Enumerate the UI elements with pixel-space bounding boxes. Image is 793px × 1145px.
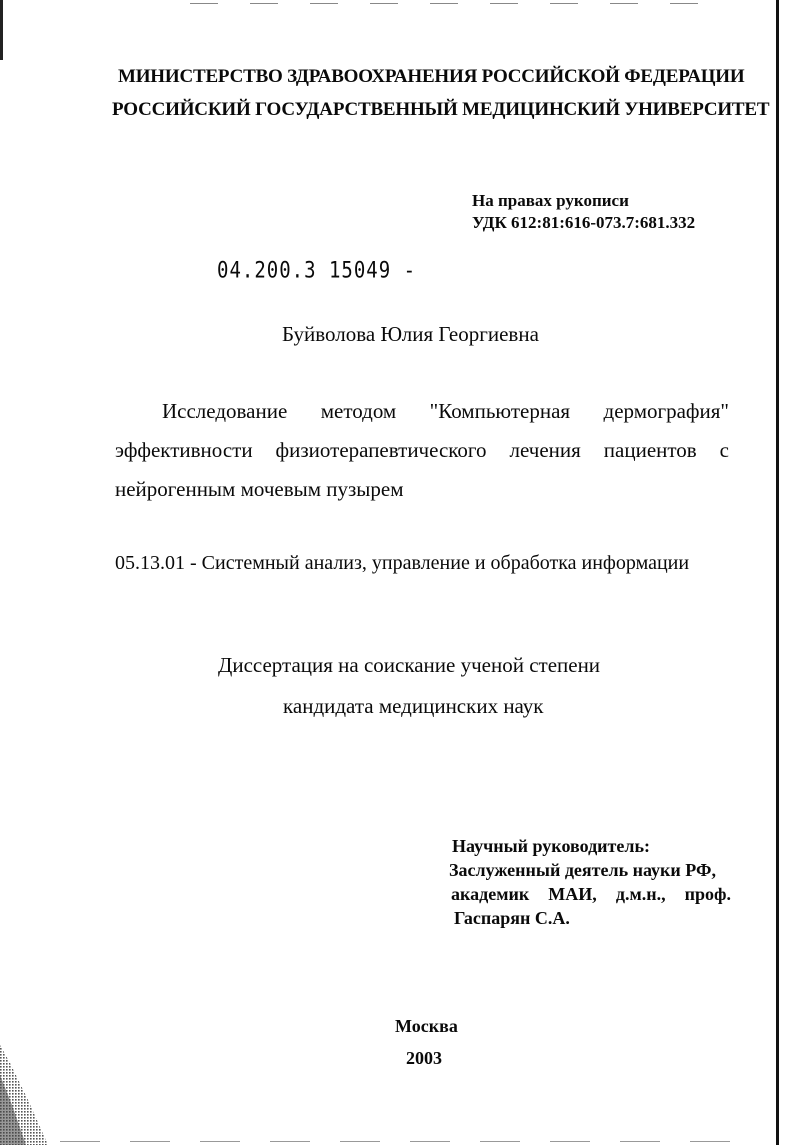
city: Москва (395, 1016, 458, 1036)
author-name: Буйволова Юлия Георгиевна (282, 322, 539, 346)
ministry-line-1: МИНИСТЕРСТВО ЗДРАВООХРАНЕНИЯ РОССИЙСКОЙ ФЕДЕРАЦИИ (118, 66, 745, 87)
degree-line-2: кандидата медицинских наук (283, 694, 544, 718)
university-line: РОССИЙСКИЙ ГОСУДАРСТВЕННЫЙ МЕДИЦИНСКИЙ УНИВЕРСИТЕТ (112, 99, 770, 120)
degree-line-1: Диссертация на соискание ученой степени (218, 653, 601, 677)
manuscript-rights: На правах рукописи (472, 191, 629, 210)
scan-top-rule (190, 3, 710, 4)
scan-corner-shadow (0, 1045, 60, 1145)
supervisor-label: Научный руководитель: (452, 836, 650, 856)
specialty-code: 05.13.01 - Системный анализ, управление и обработка информации (115, 552, 690, 574)
supervisor-title: Заслуженный деятель науки РФ, (449, 860, 716, 880)
dissertation-title: Исследование методом "Компьютерная дермография" эффективности физиотерапевтического лечения пациентов с нейрогенным мочевым пузырем (115, 399, 729, 501)
udk-code: УДК 612:81:616-073.7:681.332 (472, 213, 696, 232)
scan-bottom-rule (60, 1141, 760, 1142)
supervisor-name: Гаспарян С.А. (454, 908, 570, 928)
scan-edge-left (0, 0, 3, 60)
scan-edge-right (776, 0, 779, 1145)
supervisor-degrees: академик МАИ, д.м.н., проф. (451, 884, 731, 904)
year: 2003 (406, 1048, 442, 1068)
registration-stamp: 04.200.3 15049 - (217, 258, 417, 284)
